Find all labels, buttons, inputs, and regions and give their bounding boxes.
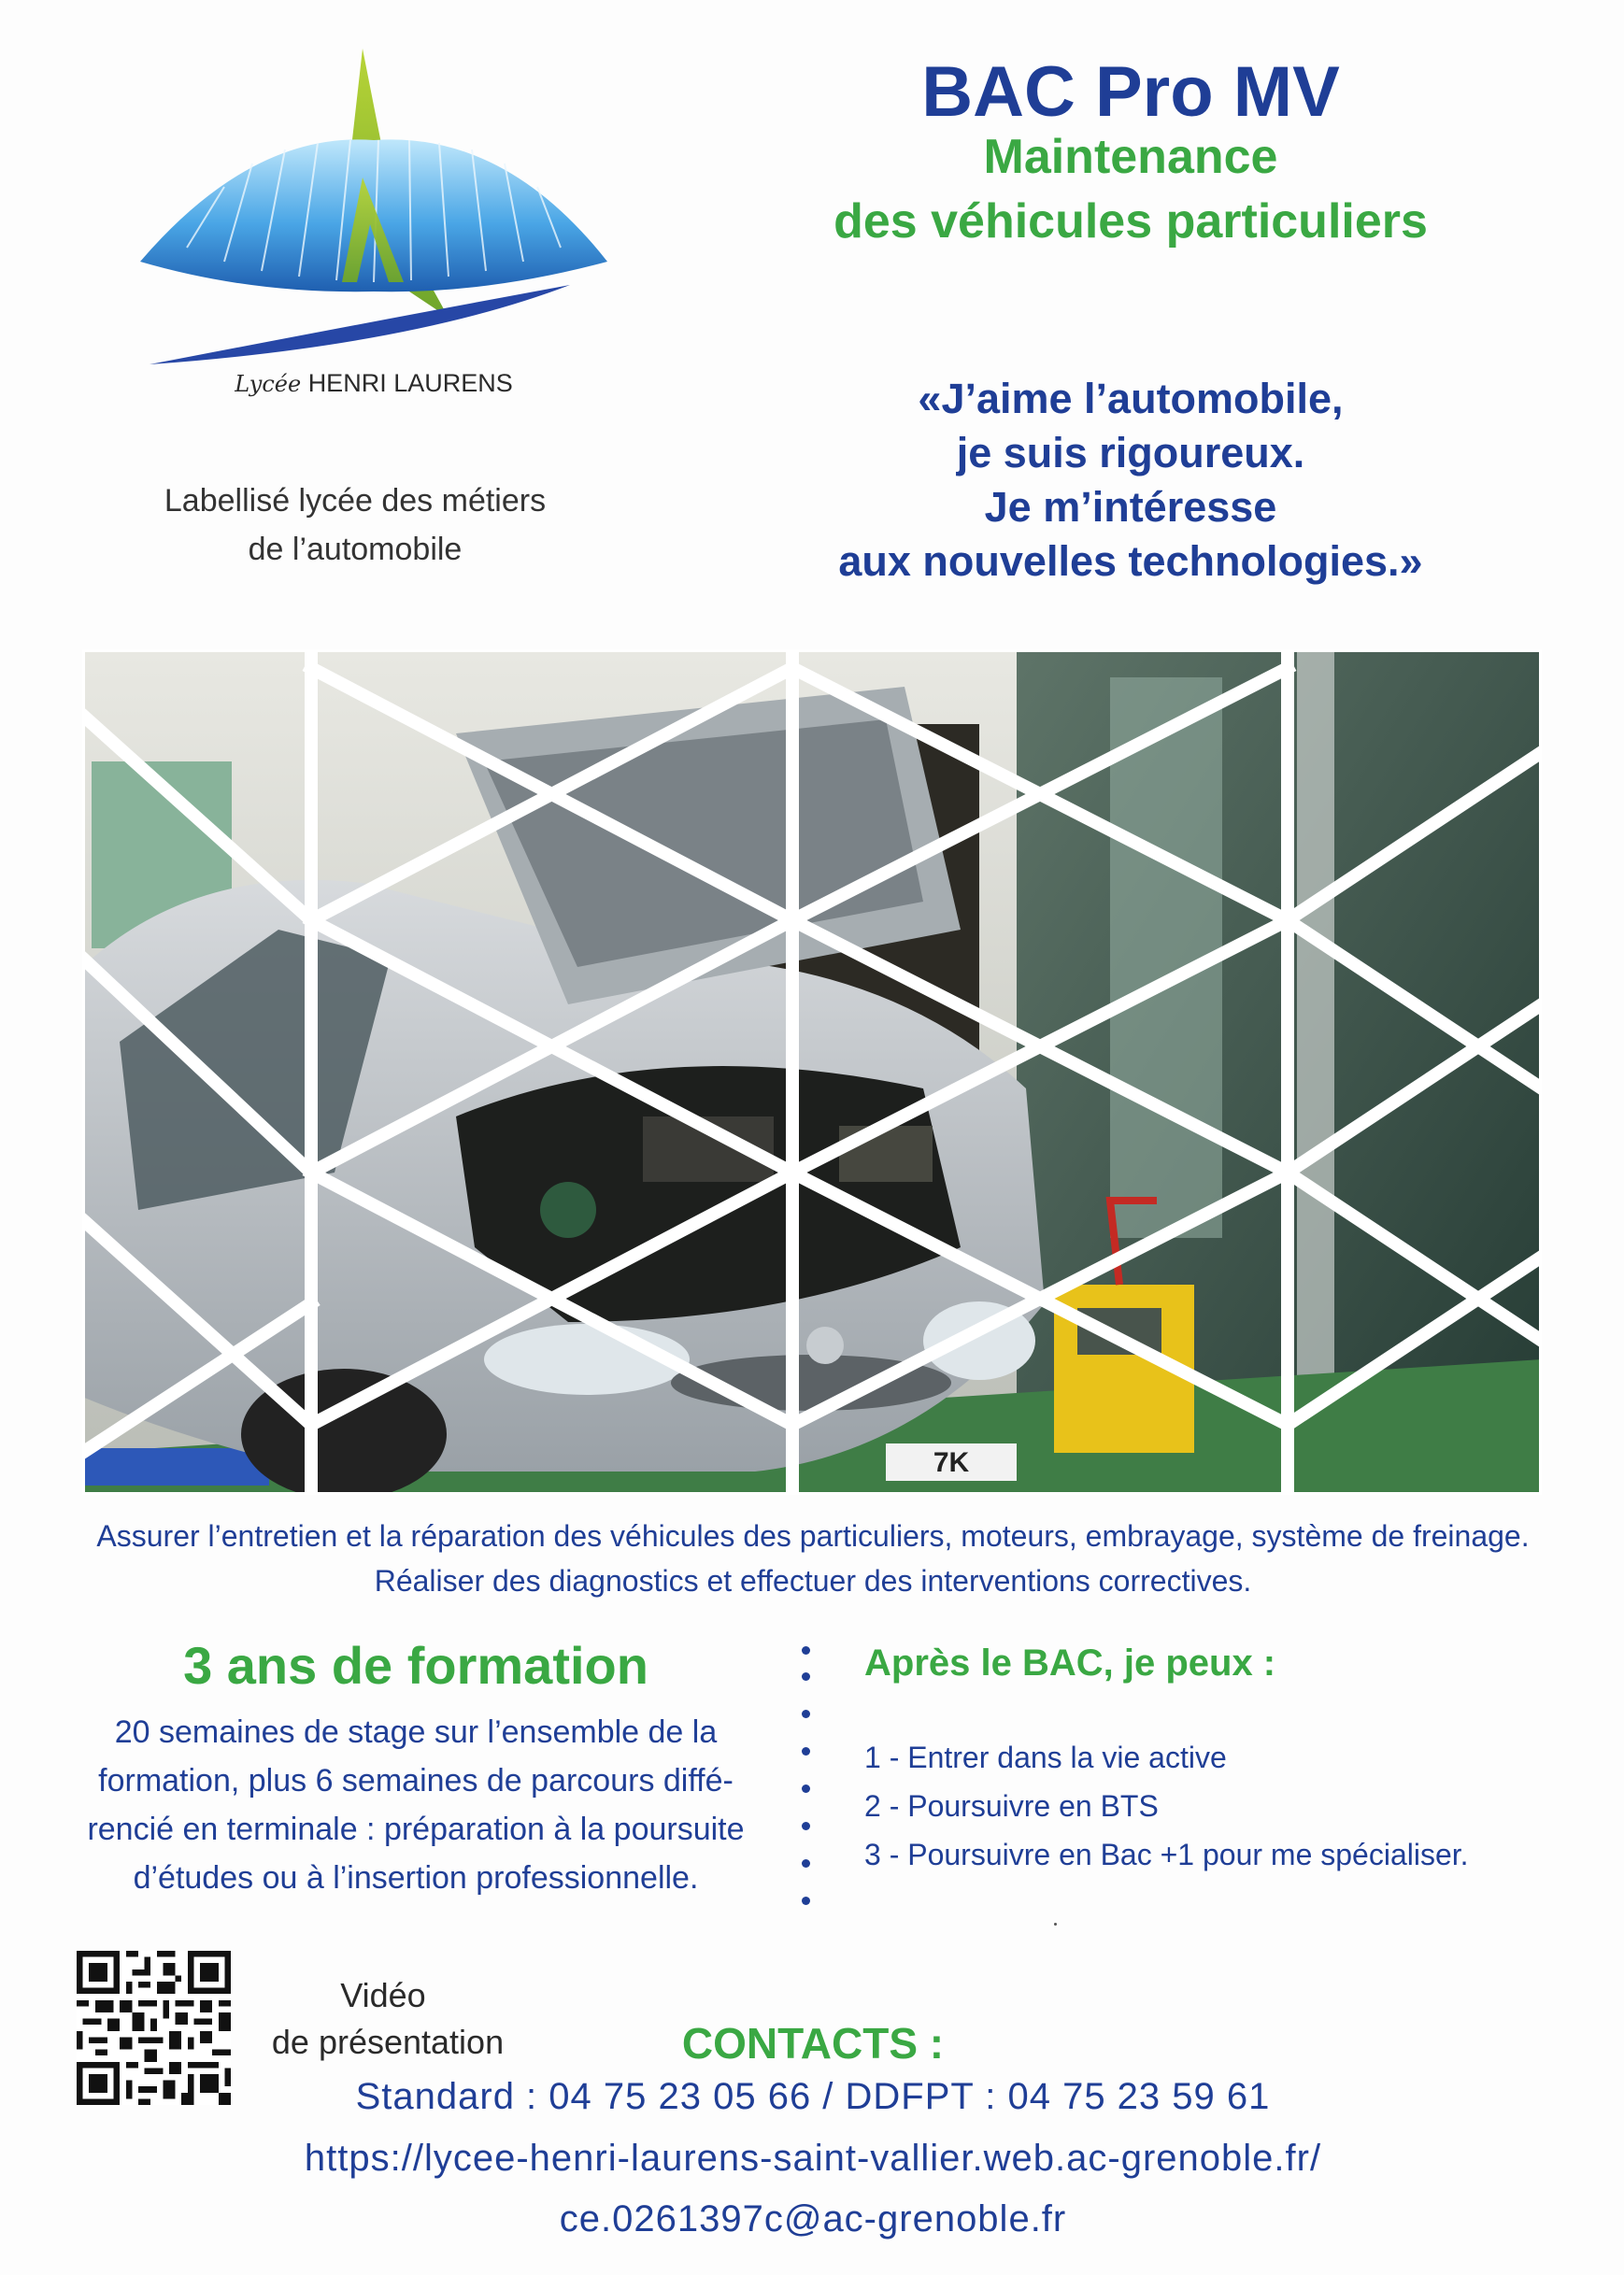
- separator-dot: [802, 1859, 810, 1868]
- garage-photo: [82, 649, 1542, 1495]
- quote: [729, 372, 1532, 589]
- video-label-line-2: de présentation: [271, 2023, 505, 2061]
- quote-line: «J’aime l’automobile,: [918, 375, 1344, 422]
- formation-line: rencié en terminale : préparation à la poursuite: [87, 1812, 745, 1847]
- lycee-name-text: HENRI LAURENS: [307, 369, 513, 397]
- contact-email-link[interactable]: ce.0261397c@ac-grenoble.fr: [559, 2198, 1067, 2239]
- separator-dot: [802, 1822, 810, 1830]
- formation-line: 20 semaines de stage sur l’ensemble de la: [114, 1714, 718, 1750]
- formation-line: d’études ou à l’insertion professionnelle.: [133, 1860, 699, 1896]
- quote-line: je suis rigoureux.: [956, 429, 1305, 476]
- contacts-title: CONTACTS :: [681, 2019, 945, 2068]
- separator-dot: [802, 1747, 810, 1756]
- subtitle-line-1: Maintenance: [983, 130, 1278, 184]
- formation-line: formation, plus 6 semaines de parcours diffé-: [98, 1763, 734, 1799]
- formation-title: 3 ans de formation: [183, 1636, 648, 1695]
- video-label-line-1: Vidéo: [340, 1976, 426, 2014]
- decorative-speck: [1054, 1923, 1057, 1926]
- list-item: 2 - Poursuivre en BTS: [864, 1789, 1159, 1823]
- subtitle-line-2: des véhicules particuliers: [833, 194, 1428, 249]
- lycee-name: [187, 369, 561, 398]
- page-title: BAC Pro MV: [921, 52, 1340, 132]
- quote-line: aux nouvelles technologies.»: [838, 537, 1423, 585]
- contact-website-link[interactable]: https://lycee-henri-laurens-saint-vallier.web.ac-grenoble.fr/: [304, 2138, 1322, 2179]
- separator-dot: [802, 1784, 810, 1793]
- separator-dot: [802, 1897, 810, 1905]
- label-line-1: Labellisé lycée des métiers: [164, 483, 547, 519]
- description: [37, 1514, 1588, 1603]
- lycee-prefix: Lycée: [235, 371, 302, 397]
- description-line-2: Réaliser des diagnostics et effectuer des interventions correctives.: [374, 1564, 1252, 1598]
- list-item: 1 - Entrer dans la vie active: [864, 1741, 1227, 1774]
- list-item: 3 - Poursuivre en Bac +1 pour me spécialiser.: [864, 1838, 1469, 1871]
- label-text: [93, 476, 617, 574]
- separator-dot: [802, 1646, 810, 1655]
- label-line-2: de l’automobile: [248, 532, 463, 567]
- license-plate-text: 7K: [933, 1447, 970, 1478]
- formation-text: [84, 1708, 748, 1902]
- after-bac-list: [864, 1733, 1537, 1879]
- after-bac-title: Après le BAC, je peux :: [864, 1642, 1276, 1684]
- separator-dot: [802, 1710, 810, 1718]
- quote-line: Je m’intéresse: [984, 483, 1277, 531]
- separator-dot: [802, 1672, 810, 1681]
- contact-phones: Standard : 04 75 23 05 66 / DDFPT : 04 75 23 59 61: [355, 2076, 1271, 2117]
- description-line-1: Assurer l’entretien et la réparation des véhicules des particuliers, moteurs, embrayage, système de freinage.: [96, 1519, 1530, 1553]
